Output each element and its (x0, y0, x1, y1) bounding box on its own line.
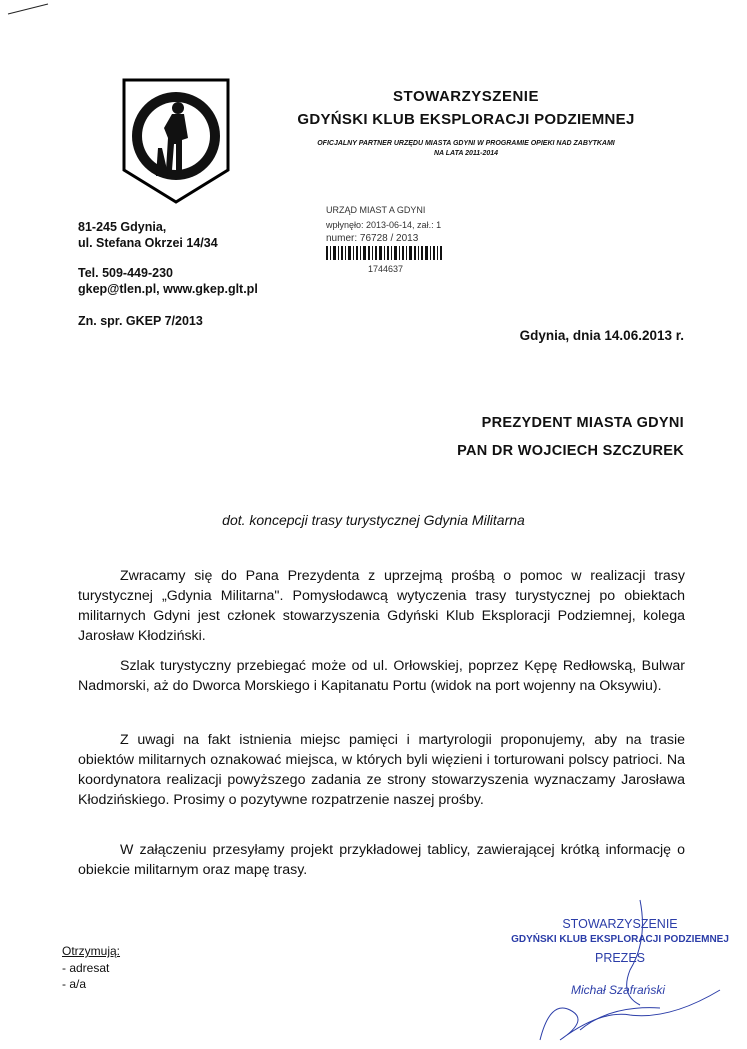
org-partner-line: OFICJALNY PARTNER URZĘDU MIASTA GDYNI W PROGRAMIE OPIEKI NAD ZABYTKAMI (317, 140, 615, 147)
stamp-office: URZĄD MIAST A GDYNI (326, 205, 426, 215)
recipient-title: PREZYDENT MIASTA GDYNI (481, 415, 684, 431)
body-paragraph-2 (78, 656, 685, 696)
sender-postal: 81-245 Gdynia, (78, 220, 167, 234)
distribution-item: - adresat (62, 961, 110, 975)
handwritten-signature (520, 880, 740, 1045)
recipient-name: PAN DR WOJCIECH SZCZUREK (457, 443, 684, 459)
org-partner-years: NA LATA 2011-2014 (433, 150, 499, 157)
body-paragraph-4 (78, 840, 685, 880)
distribution-heading: Otrzymują: (62, 944, 121, 958)
body-text-2: Szlak turystyczny przebiegać może od ul. Orłowskiej, poprzez Kępę Redłowską, Bulwar Nadmorski, aż do Dworca Morskiego i Kapitanatu Portu (widok na port wojenny na Oksywiu). (78, 658, 685, 694)
sender-phone: Tel. 509-449-230 (78, 266, 173, 280)
sig-stamp-line2: GDYŃSKI KLUB EKSPLORACJI PODZIEMNEJ (511, 934, 729, 945)
sender-email-web: gkep@tlen.pl, www.gkep.glt.pl (78, 282, 258, 296)
sig-stamp-line1: STOWARZYSZENIE (562, 917, 678, 931)
sig-stamp-line3: PREZES (594, 951, 645, 965)
org-name-line2: GDYŃSKI KLUB EKSPLORACJI PODZIEMNEJ (297, 111, 635, 128)
body-text-3: Z uwagi na fakt istnienia miejsc pamięci i martyrologii proponujemy, aby na trasie obiektów militarnych oznakować miejsca, w których byli więzieni i torturowani polscy patrioci. Na koordynatora realizacji powyższego zadania ze strony stowarzyszenia wyznaczamy Jarosława Kłodzińskiego. Prosimy o pozytywne rozpatrzenie naszej prośby. (78, 732, 685, 808)
reference-number: Zn. spr. GKEP 7/2013 (78, 314, 203, 328)
body-paragraph-3 (78, 730, 685, 810)
body-text-1: Zwracamy się do Pana Prezydenta z uprzejmą prośbą o pomoc w realizacji trasy turystycznej „Gdynia Militarna". Pomysłodawcą wytyczenia trasy turystycznej po obiektach militarnych Gdyni jest członek stowarzyszenia Gdyński Klub Eksploracji Podziemnej, kolega Jarosław Kłodziński. (78, 568, 685, 644)
signer-name: Michał Szafrański (570, 983, 666, 997)
body-paragraph-1 (78, 566, 685, 646)
barcode (326, 246, 442, 260)
distribution-item: - a/a (62, 977, 87, 991)
club-logo (122, 78, 230, 204)
pen-mark (4, 0, 54, 20)
stamp-received: wpłynęło: 2013-06-14, zał.: 1 (326, 220, 442, 230)
org-name-line1: STOWARZYSZENIE (393, 88, 539, 105)
letter-subject: dot. koncepcji trasy turystycznej Gdynia Militarna (222, 512, 525, 528)
letter-date: Gdynia, dnia 14.06.2013 r. (519, 328, 684, 343)
body-text-4: W załączeniu przesyłamy projekt przykładowej tablicy, zawierającej krótką informację o obiekcie militarnym oraz mapę trasy. (78, 842, 685, 878)
sender-street: ul. Stefana Okrzei 14/34 (78, 236, 218, 250)
stamp-number: numer: 76728 / 2013 (326, 233, 419, 244)
stamp-code: 1744637 (368, 264, 404, 274)
